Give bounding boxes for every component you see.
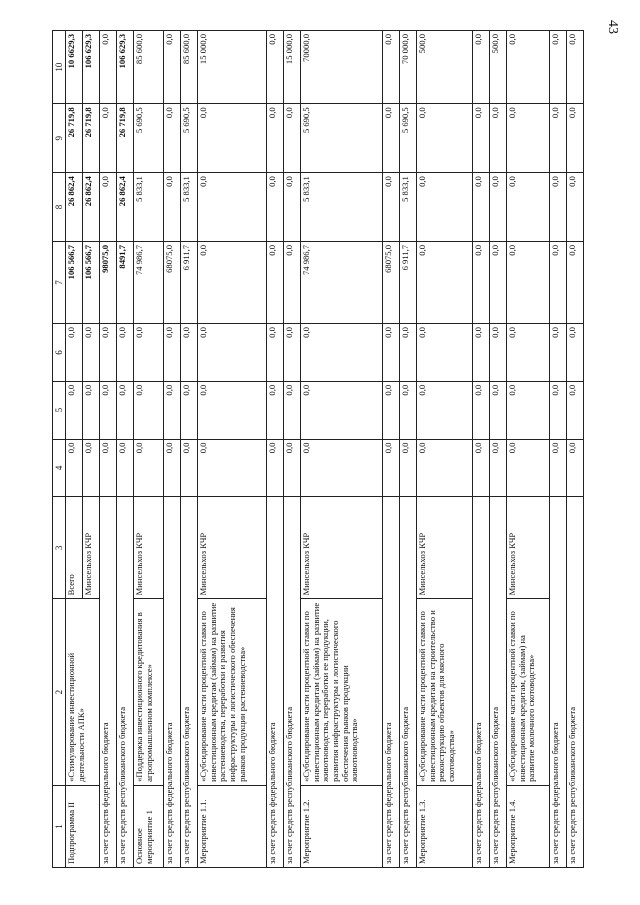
value-cell: 5 833,1: [399, 173, 416, 242]
value-cell: 0,0: [164, 439, 181, 497]
value-cell: 5 690,5: [399, 104, 416, 173]
value-cell: 0,0: [198, 241, 267, 323]
column-header: 4: [53, 439, 66, 497]
value-cell: 0,0: [489, 173, 506, 242]
funding-source-label: за счет средств федерального бюджета: [267, 497, 284, 868]
value-cell: 0,0: [506, 104, 549, 173]
value-cell: 0,0: [267, 173, 284, 242]
funding-source-label: за счет средств федерального бюджета: [549, 497, 566, 868]
value-cell: 0,0: [164, 173, 181, 242]
value-cell: 0,0: [164, 31, 181, 104]
value-cell: 0,0: [284, 439, 301, 497]
value-cell: 0,0: [66, 324, 83, 382]
row-title: «Субсидирование части процентной ставки по инвестиционным кредитам на строительство и реконструкцию объектов для мясного скотоводства»: [417, 599, 473, 785]
value-cell: 0,0: [267, 381, 284, 439]
row-executor: Всего: [66, 497, 83, 599]
funding-source-label: за счет средств республиканского бюджета: [399, 497, 416, 868]
value-cell: 0,0: [417, 439, 473, 497]
value-cell: 0,0: [489, 241, 506, 323]
value-cell: 0,0: [472, 31, 489, 104]
value-cell: 0,0: [164, 324, 181, 382]
value-cell: 106 629,3: [117, 31, 134, 104]
value-cell: 0,0: [134, 324, 164, 382]
value-cell: 0,0: [506, 324, 549, 382]
value-cell: 0,0: [472, 439, 489, 497]
column-header: 10: [53, 31, 66, 104]
value-cell: 0,0: [566, 241, 583, 323]
value-cell: 0,0: [382, 324, 399, 382]
value-cell: 0,0: [549, 104, 566, 173]
value-cell: 0,0: [100, 324, 117, 382]
value-cell: 5 690,5: [134, 104, 164, 173]
value-cell: 0,0: [267, 439, 284, 497]
value-cell: 0,0: [100, 381, 117, 439]
value-cell: 0,0: [117, 439, 134, 497]
funding-source-label: за счет средств федерального бюджета: [164, 497, 181, 868]
row-executor: Минсельхоз КЧР: [198, 497, 267, 599]
value-cell: 0,0: [198, 439, 267, 497]
row-code: Мероприятие 1.4.: [506, 785, 549, 867]
value-cell: 0,0: [417, 324, 473, 382]
column-header: 1: [53, 785, 66, 867]
funding-source-label: за счет средств республиканского бюджета: [566, 497, 583, 868]
value-cell: 0,0: [284, 104, 301, 173]
value-cell: 0,0: [100, 31, 117, 104]
row-executor: Минсельхоз КЧР: [134, 497, 164, 599]
value-cell: 0,0: [417, 381, 473, 439]
value-cell: 0,0: [66, 381, 83, 439]
value-cell: 500,0: [489, 31, 506, 104]
column-header: 6: [53, 324, 66, 382]
value-cell: 70 000,0: [399, 31, 416, 104]
table-row: [489, 31, 506, 868]
value-cell: 0,0: [549, 173, 566, 242]
table-row: [472, 31, 489, 868]
value-cell: 0,0: [566, 381, 583, 439]
funding-source-label: за счет средств федерального бюджета: [382, 497, 399, 868]
value-cell: 0,0: [489, 439, 506, 497]
value-cell: 15 000,0: [284, 31, 301, 104]
table-row: [301, 31, 383, 868]
value-cell: 8491,7: [117, 241, 134, 323]
value-cell: 5 833,1: [301, 173, 383, 242]
value-cell: 0,0: [399, 439, 416, 497]
value-cell: 0,0: [83, 439, 100, 497]
value-cell: 0,0: [267, 324, 284, 382]
value-cell: 98075,0: [100, 241, 117, 323]
value-cell: 0,0: [164, 381, 181, 439]
value-cell: 0,0: [549, 31, 566, 104]
value-cell: 0,0: [472, 104, 489, 173]
page-number: 43: [605, 20, 620, 34]
value-cell: 0,0: [417, 104, 473, 173]
value-cell: 26 862,4: [66, 173, 83, 242]
value-cell: 6 911,7: [181, 241, 198, 323]
table-row: [417, 31, 473, 868]
table-row: [134, 31, 164, 868]
value-cell: 0,0: [284, 324, 301, 382]
value-cell: 74 986,7: [301, 241, 383, 323]
value-cell: 68075,0: [164, 241, 181, 323]
value-cell: 85 600,0: [181, 31, 198, 104]
funding-source-label: за счет средств республиканского бюджета: [284, 497, 301, 868]
row-executor: Минсельхоз КЧР: [506, 497, 549, 599]
value-cell: 106 629,3: [83, 31, 100, 104]
value-cell: 15 000,0: [198, 31, 267, 104]
value-cell: 0,0: [489, 381, 506, 439]
funding-source-label: за счет средств федерального бюджета: [472, 497, 489, 868]
funding-source-label: за счет средств федерального бюджета: [100, 497, 117, 868]
value-cell: 0,0: [100, 173, 117, 242]
table-row: [549, 31, 566, 868]
value-cell: 106 566,7: [66, 241, 83, 323]
row-code: Мероприятие 1.1.: [198, 785, 267, 867]
value-cell: 0,0: [83, 381, 100, 439]
value-cell: 0,0: [506, 31, 549, 104]
table-row: [181, 31, 198, 868]
value-cell: 0,0: [549, 381, 566, 439]
value-cell: 0,0: [506, 381, 549, 439]
column-header: 3: [53, 497, 66, 599]
value-cell: 85 600,0: [134, 31, 164, 104]
budget-table: [52, 30, 584, 868]
table-row: [399, 31, 416, 868]
table-row: [66, 31, 83, 868]
value-cell: 6 911,7: [399, 241, 416, 323]
value-cell: 0,0: [100, 104, 117, 173]
value-cell: 0,0: [284, 381, 301, 439]
value-cell: 0,0: [506, 241, 549, 323]
value-cell: 0,0: [181, 439, 198, 497]
value-cell: 26 719,8: [83, 104, 100, 173]
row-code: Подпрограмма II: [66, 785, 100, 867]
value-cell: 0,0: [417, 241, 473, 323]
row-title: «Стимулирование инвестиционной деятельности АПК»: [66, 599, 100, 785]
table-row: [267, 31, 284, 868]
value-cell: 0,0: [549, 439, 566, 497]
value-cell: 10 6629,3: [66, 31, 83, 104]
value-cell: 0,0: [472, 381, 489, 439]
table-row: [566, 31, 583, 868]
row-title: «Поддержка инвестиционного кредитования в агропромышленном комплексе»: [134, 599, 164, 785]
value-cell: 0,0: [399, 324, 416, 382]
value-cell: 0,0: [284, 241, 301, 323]
value-cell: 500,0: [417, 31, 473, 104]
value-cell: 0,0: [134, 381, 164, 439]
column-header: 2: [53, 599, 66, 785]
value-cell: 0,0: [301, 381, 383, 439]
table-row: [100, 31, 117, 868]
row-title: «Субсидирование части процентной ставки по инвестиционным кредитам (займам) на развитие животноводства, переработки ее продукции, развития инфраструктуры и логистического обеспечения рынков продукции животноводства»: [301, 599, 383, 785]
value-cell: 0,0: [382, 104, 399, 173]
value-cell: 0,0: [489, 324, 506, 382]
column-header: 9: [53, 104, 66, 173]
column-number-row: [53, 31, 66, 868]
value-cell: 0,0: [472, 173, 489, 242]
value-cell: 0,0: [117, 324, 134, 382]
value-cell: 0,0: [566, 104, 583, 173]
column-header: 7: [53, 241, 66, 323]
value-cell: 0,0: [566, 31, 583, 104]
value-cell: 0,0: [267, 104, 284, 173]
table-row: [198, 31, 267, 868]
value-cell: 0,0: [284, 173, 301, 242]
value-cell: 0,0: [382, 381, 399, 439]
value-cell: 0,0: [489, 104, 506, 173]
value-cell: 0,0: [83, 324, 100, 382]
table-row: [506, 31, 549, 868]
value-cell: 0,0: [164, 104, 181, 173]
value-cell: 5 690,5: [181, 104, 198, 173]
value-cell: 26 862,4: [117, 173, 134, 242]
value-cell: 0,0: [66, 439, 83, 497]
value-cell: 0,0: [566, 173, 583, 242]
value-cell: 70000,0: [301, 31, 383, 104]
value-cell: 5 833,1: [181, 173, 198, 242]
funding-source-label: за счет средств республиканского бюджета: [181, 497, 198, 868]
value-cell: 0,0: [198, 381, 267, 439]
value-cell: 0,0: [382, 31, 399, 104]
value-cell: 0,0: [134, 439, 164, 497]
row-code: Мероприятие 1.2.: [301, 785, 383, 867]
value-cell: 0,0: [472, 324, 489, 382]
row-executor: Минсельхоз КЧР: [83, 497, 100, 599]
value-cell: 0,0: [181, 381, 198, 439]
value-cell: 0,0: [399, 381, 416, 439]
value-cell: 26 862,4: [83, 173, 100, 242]
table-row: [164, 31, 181, 868]
value-cell: 0,0: [566, 439, 583, 497]
row-executor: Минсельхоз КЧР: [417, 497, 473, 599]
table-row: [117, 31, 134, 868]
value-cell: 0,0: [198, 104, 267, 173]
table-row: [382, 31, 399, 868]
row-title: «Субсидирование части процентной ставки по инвестиционным кредитам (займам) на развитие растениеводства, переработки и развития инфраструктуры и логистического обеспечения рынков продукции растениеводства»: [198, 599, 267, 785]
value-cell: 0,0: [267, 241, 284, 323]
value-cell: 0,0: [382, 173, 399, 242]
value-cell: 0,0: [181, 324, 198, 382]
value-cell: 0,0: [301, 324, 383, 382]
funding-source-label: за счет средств республиканского бюджета: [489, 497, 506, 868]
value-cell: 0,0: [382, 439, 399, 497]
value-cell: 106 566,7: [83, 241, 100, 323]
value-cell: 0,0: [198, 324, 267, 382]
value-cell: 0,0: [417, 173, 473, 242]
row-executor: Минсельхоз КЧР: [301, 497, 383, 599]
funding-source-label: за счет средств республиканского бюджета: [117, 497, 134, 868]
value-cell: 5 690,5: [301, 104, 383, 173]
column-header: 8: [53, 173, 66, 242]
value-cell: 0,0: [117, 381, 134, 439]
value-cell: 68075,0: [382, 241, 399, 323]
table-row: [284, 31, 301, 868]
value-cell: 26 719,8: [66, 104, 83, 173]
value-cell: 0,0: [506, 439, 549, 497]
column-header: 5: [53, 381, 66, 439]
value-cell: 5 833,1: [134, 173, 164, 242]
row-title: «Субсидирование части процентной ставки по инвестиционным кредитам, (займам) на развитие молочного скотоводства»: [506, 599, 549, 785]
row-code: Мероприятие 1.3.: [417, 785, 473, 867]
budget-table-sheet: [52, 30, 584, 868]
value-cell: 26 719,8: [117, 104, 134, 173]
row-code: Основное мероприятие 1: [134, 785, 164, 867]
value-cell: 0,0: [549, 241, 566, 323]
value-cell: 0,0: [549, 324, 566, 382]
value-cell: 0,0: [198, 173, 267, 242]
value-cell: 0,0: [506, 173, 549, 242]
value-cell: 0,0: [267, 31, 284, 104]
value-cell: 0,0: [301, 439, 383, 497]
value-cell: 0,0: [472, 241, 489, 323]
value-cell: 74 986,7: [134, 241, 164, 323]
table-body: [66, 31, 584, 868]
value-cell: 0,0: [566, 324, 583, 382]
value-cell: 0,0: [100, 439, 117, 497]
